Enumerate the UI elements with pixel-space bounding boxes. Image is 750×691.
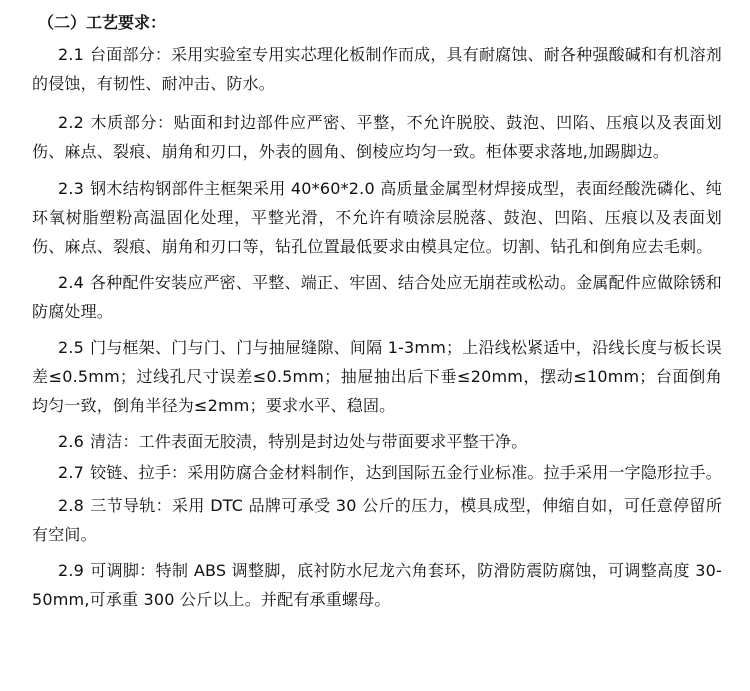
item-number: 2.5 — [58, 338, 85, 357]
requirement-2-9 — [32, 556, 722, 614]
item-text: 木质部分：贴面和封边部件应严密、平整，不允许脱胶、鼓泡、凹陷、压痕以及表面划伤、麻点、裂痕、崩角和刃口，外表的圆角、倒棱应均匀一致。柜体要求落地,加踢脚边。 — [32, 113, 722, 161]
item-number: 2.9 — [58, 561, 85, 580]
requirement-2-5 — [32, 333, 722, 420]
item-number: 2.6 — [58, 432, 85, 451]
requirement-2-1 — [32, 40, 722, 98]
item-number: 2.3 — [58, 179, 85, 198]
item-text: 台面部分：采用实验室专用实芯理化板制作而成，具有耐腐蚀、耐各种强酸碱和有机溶剂的侵蚀，有韧性、耐冲击、防水。 — [32, 45, 722, 93]
item-text: 各种配件安装应严密、平整、端正、牢固、结合处应无崩茬或松动。金属配件应做除锈和防腐处理。 — [32, 273, 722, 321]
section-heading: （二）工艺要求： — [38, 13, 167, 32]
item-text: 铰链、拉手：采用防腐合金材料制作，达到国际五金行业标准。拉手采用一字隐形拉手。 — [90, 463, 722, 482]
requirement-2-7 — [32, 458, 722, 487]
item-number: 2.8 — [58, 496, 85, 515]
requirement-2-8 — [32, 491, 722, 549]
item-text: 钢木结构钢部件主框架采用 40*60*2.0 高质量金属型材焊接成型，表面经酸洗磷化、纯环氧树脂塑粉高温固化处理，平整光滑，不允许有喷涂层脱落、鼓泡、凹陷、压痕以及表面划伤、麻点、裂痕、崩角和刃口等，钻孔位置最低要求由模具定位。切割、钻孔和倒角应去毛刺。 — [32, 179, 722, 256]
item-text: 三节导轨：采用 DTC 品牌可承受 30 公斤的压力，模具成型，伸缩自如，可任意停留所有空间。 — [32, 496, 722, 544]
item-text: 门与框架、门与门、门与抽屉缝隙、间隔 1-3mm；上沿线松紧适中，沿线长度与板长误差≤0.5mm；过线孔尺寸误差≤0.5mm；抽屉抽出后下垂≤20mm，摆动≤10mm；台面倒角均匀一致，倒角半径为≤2mm；要求水平、稳固。 — [32, 338, 722, 415]
item-text: 可调脚：特制 ABS 调整脚，底衬防水尼龙六角套环，防滑防震防腐蚀，可调整高度 30-50mm,可承重 300 公斤以上。并配有承重螺母。 — [32, 561, 722, 609]
requirement-2-6 — [32, 427, 722, 456]
item-number: 2.7 — [58, 463, 85, 482]
requirement-2-2 — [32, 108, 722, 166]
item-number: 2.2 — [58, 113, 85, 132]
requirement-2-3 — [32, 174, 722, 261]
item-number: 2.1 — [58, 45, 85, 64]
requirement-2-4 — [32, 268, 722, 326]
item-text: 清洁：工件表面无胶渍，特别是封边处与带面要求平整干净。 — [90, 432, 528, 451]
item-number: 2.4 — [58, 273, 85, 292]
